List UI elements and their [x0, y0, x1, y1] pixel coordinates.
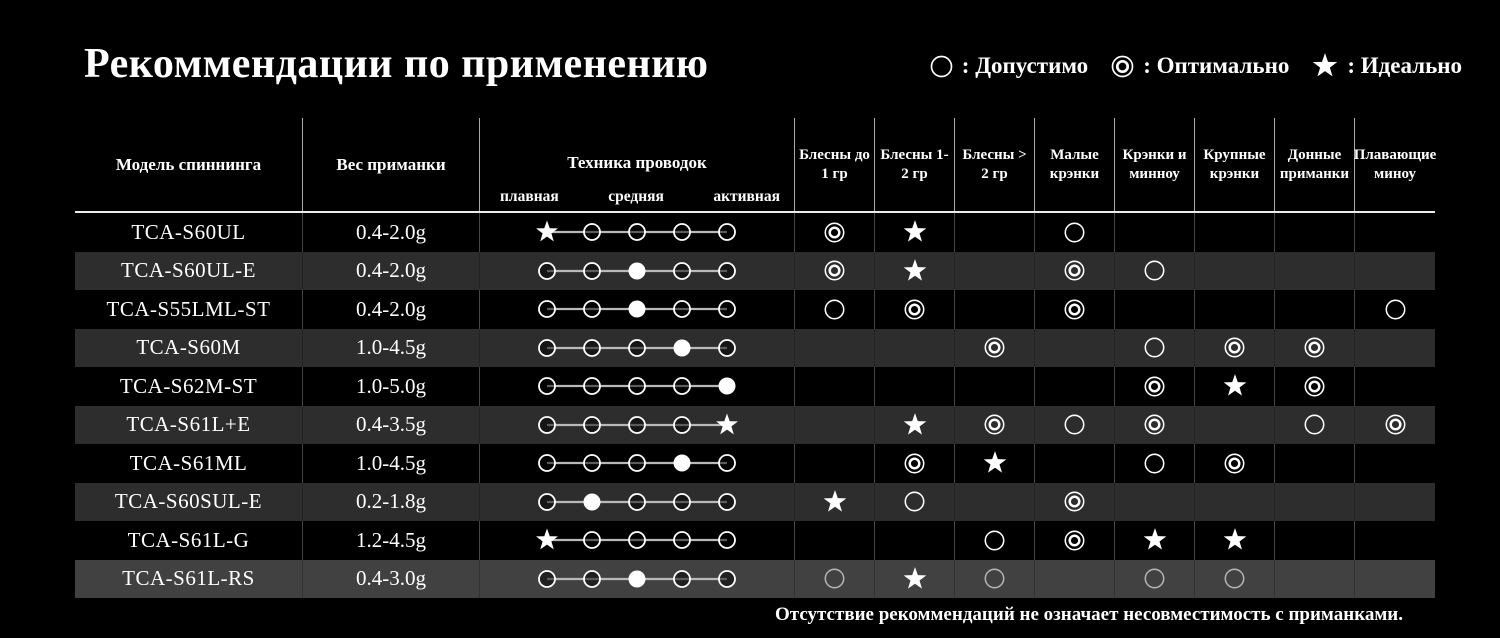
col-header-technique	[480, 118, 795, 211]
model-cell: TCA-S60UL	[75, 213, 303, 252]
rating-cell	[1355, 213, 1435, 252]
rating-cell	[795, 290, 875, 329]
table-header	[75, 118, 1435, 213]
table-row	[75, 367, 1435, 406]
model-cell: TCA-S61L+E	[75, 406, 303, 445]
rating-cell	[795, 483, 875, 522]
rating-cell	[795, 367, 875, 406]
rating-cell	[1115, 444, 1195, 483]
rating-cell	[955, 213, 1035, 252]
col-header-lure-3: Блесны > 2 гр	[955, 118, 1035, 211]
rating-cell	[1355, 444, 1435, 483]
rating-cell	[1035, 560, 1115, 599]
footnote: Отсутствие рекоммендаций не означает несовместимость с приманками.	[774, 604, 1403, 625]
rating-cell	[1195, 252, 1275, 291]
col-header-lure-7: Донные приманки	[1275, 118, 1355, 211]
rating-cell	[1115, 367, 1195, 406]
rating-cell	[1275, 521, 1355, 560]
rating-cell	[1355, 252, 1435, 291]
rating-cell	[1115, 406, 1195, 445]
legend	[929, 52, 1462, 80]
weight-cell: 0.4-3.0g	[303, 560, 480, 599]
rating-cell	[1355, 290, 1435, 329]
rating-cell	[1035, 252, 1115, 291]
page-title: Рекоммендации по применению	[84, 41, 709, 87]
rating-cell	[1355, 560, 1435, 599]
allowed-circle-icon	[929, 54, 954, 79]
rating-cell	[1035, 521, 1115, 560]
rating-cell	[795, 329, 875, 368]
rating-cell	[795, 521, 875, 560]
technique-slider	[480, 406, 795, 445]
optimal-double-circle-icon	[1110, 54, 1135, 79]
rating-cell	[955, 406, 1035, 445]
rating-cell	[875, 213, 955, 252]
rating-cell	[1275, 329, 1355, 368]
rating-cell	[1195, 560, 1275, 599]
table-row	[75, 329, 1435, 368]
rating-cell	[795, 252, 875, 291]
legend-label-ideal: : Идеально	[1347, 53, 1462, 78]
model-cell: TCA-S62M-ST	[75, 367, 303, 406]
table-body	[75, 213, 1435, 598]
technique-slider	[480, 521, 795, 560]
rating-cell	[1115, 521, 1195, 560]
rating-cell	[1035, 367, 1115, 406]
model-cell: TCA-S61ML	[75, 444, 303, 483]
rating-cell	[1195, 483, 1275, 522]
rating-cell	[1115, 329, 1195, 368]
rating-cell	[955, 290, 1035, 329]
rating-cell	[875, 252, 955, 291]
rating-cell	[1275, 213, 1355, 252]
rating-cell	[875, 406, 955, 445]
technique-slider	[480, 213, 795, 252]
ideal-star-icon	[1311, 52, 1339, 80]
model-cell: TCA-S60M	[75, 329, 303, 368]
col-header-lure-1: Блесны до 1 гр	[795, 118, 875, 211]
legend-item-ideal	[1311, 52, 1462, 80]
rating-cell	[1275, 290, 1355, 329]
rating-cell	[1275, 483, 1355, 522]
rating-cell	[1275, 367, 1355, 406]
model-cell: TCA-S61L-RS	[75, 560, 303, 599]
col-header-lure-2: Блесны 1-2 гр	[875, 118, 955, 211]
rating-cell	[955, 560, 1035, 599]
rating-cell	[1195, 444, 1275, 483]
legend-label-optimal: : Оптимально	[1143, 53, 1290, 78]
weight-cell: 1.0-4.5g	[303, 329, 480, 368]
rating-cell	[955, 252, 1035, 291]
rating-cell	[1115, 213, 1195, 252]
weight-cell: 0.2-1.8g	[303, 483, 480, 522]
rating-cell	[1035, 290, 1115, 329]
rating-cell	[1115, 483, 1195, 522]
rating-cell	[875, 367, 955, 406]
rating-cell	[1035, 406, 1115, 445]
col-header-lure-5: Крэнки и минноу	[1115, 118, 1195, 211]
rating-cell	[795, 213, 875, 252]
col-header-model: Модель спиннинга	[75, 118, 303, 211]
col-header-lure-6: Крупные крэнки	[1195, 118, 1275, 211]
technique-slider	[480, 367, 795, 406]
rating-cell	[875, 290, 955, 329]
model-cell: TCA-S60UL-E	[75, 252, 303, 291]
rating-cell	[875, 483, 955, 522]
table-row	[75, 406, 1435, 445]
table-row	[75, 252, 1435, 291]
rating-cell	[875, 560, 955, 599]
rating-cell	[1195, 367, 1275, 406]
scale-label-medium: средняя	[608, 188, 664, 205]
technique-slider	[480, 329, 795, 368]
rating-cell	[1035, 213, 1115, 252]
rating-cell	[795, 406, 875, 445]
recommendations-table	[75, 118, 1435, 598]
table-row	[75, 521, 1435, 560]
legend-item-allowed	[929, 53, 1088, 79]
model-cell: TCA-S60SUL-E	[75, 483, 303, 522]
model-cell: TCA-S55LML-ST	[75, 290, 303, 329]
table-row	[75, 290, 1435, 329]
technique-slider	[480, 560, 795, 599]
rating-cell	[1195, 521, 1275, 560]
technique-title: Техника проводок	[567, 153, 707, 172]
weight-cell: 1.2-4.5g	[303, 521, 480, 560]
technique-slider	[480, 252, 795, 291]
rating-cell	[875, 521, 955, 560]
legend-label-allowed: : Допустимо	[961, 53, 1089, 78]
col-header-lure-4: Малые крэнки	[1035, 118, 1115, 211]
rating-cell	[875, 444, 955, 483]
rating-cell	[1275, 406, 1355, 445]
table-row	[75, 560, 1435, 599]
rating-cell	[955, 329, 1035, 368]
rating-cell	[1275, 252, 1355, 291]
rating-cell	[795, 444, 875, 483]
rating-cell	[1195, 406, 1275, 445]
legend-item-optimal	[1110, 53, 1289, 79]
weight-cell: 1.0-4.5g	[303, 444, 480, 483]
technique-slider	[480, 483, 795, 522]
rating-cell	[1195, 213, 1275, 252]
rating-cell	[1115, 252, 1195, 291]
rating-cell	[955, 367, 1035, 406]
rating-cell	[1035, 483, 1115, 522]
technique-slider	[480, 290, 795, 329]
table-row	[75, 444, 1435, 483]
table-row	[75, 213, 1435, 252]
weight-cell: 0.4-2.0g	[303, 290, 480, 329]
weight-cell: 1.0-5.0g	[303, 367, 480, 406]
rating-cell	[1355, 483, 1435, 522]
rating-cell	[1275, 444, 1355, 483]
rating-cell	[1355, 367, 1435, 406]
table-row	[75, 483, 1435, 522]
technique-slider	[480, 444, 795, 483]
rating-cell	[1035, 444, 1115, 483]
rating-cell	[1195, 290, 1275, 329]
scale-label-smooth: плавная	[500, 188, 559, 205]
rating-cell	[795, 560, 875, 599]
rating-cell	[1355, 329, 1435, 368]
rating-cell	[1195, 329, 1275, 368]
weight-cell: 0.4-2.0g	[303, 213, 480, 252]
rating-cell	[1035, 329, 1115, 368]
col-header-weight: Вес приманки	[303, 118, 480, 211]
rating-cell	[875, 329, 955, 368]
technique-scale	[480, 188, 794, 206]
weight-cell: 0.4-2.0g	[303, 252, 480, 291]
rating-cell	[1355, 521, 1435, 560]
weight-cell: 0.4-3.5g	[303, 406, 480, 445]
rating-cell	[1275, 560, 1355, 599]
scale-label-active: активная	[713, 188, 780, 205]
model-cell: TCA-S61L-G	[75, 521, 303, 560]
col-header-lure-8: Плавающие миноу	[1353, 146, 1437, 182]
rating-cell	[955, 444, 1035, 483]
rating-cell	[1115, 290, 1195, 329]
rating-cell	[955, 483, 1035, 522]
rating-cell	[955, 521, 1035, 560]
rating-cell	[1355, 406, 1435, 445]
rating-cell	[1115, 560, 1195, 599]
